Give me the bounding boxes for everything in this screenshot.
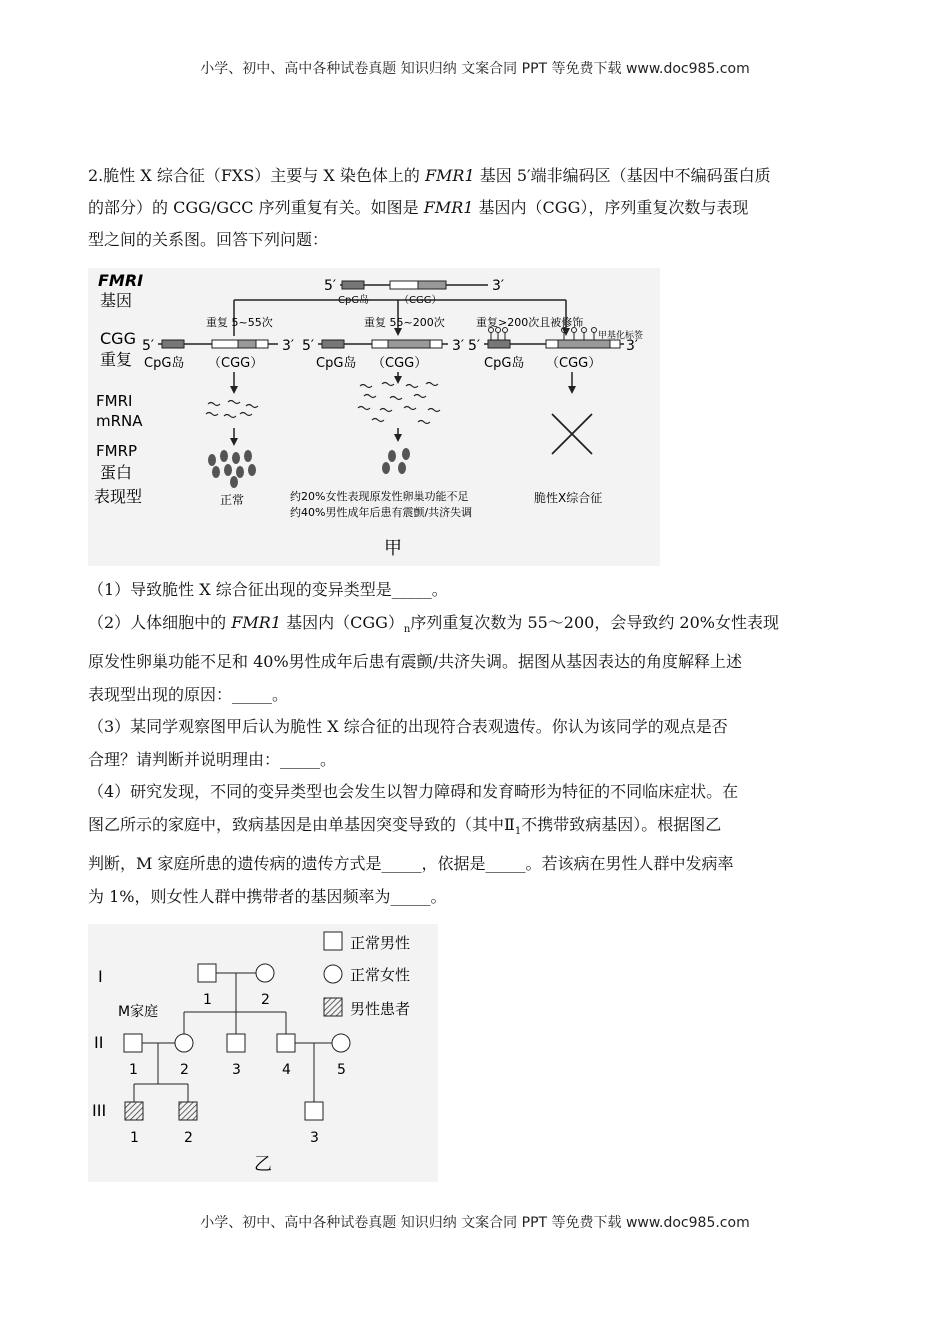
pedigree-diagram	[88, 924, 438, 1182]
legend-female-symbol	[324, 965, 342, 983]
question-1: （1）导致脆性 X 综合征出现的变异类型是_____。	[88, 580, 448, 599]
q4-text: 图乙所示的家庭中，致病基因是由单基因突变导致的（其中Ⅱ	[88, 814, 515, 834]
id-III3: 3	[310, 1130, 319, 1146]
pedigree-II1	[124, 1034, 142, 1052]
figure-caption-yi: 乙	[254, 1154, 272, 1175]
pedigree-III2	[179, 1102, 197, 1120]
methyl-tags	[489, 328, 597, 341]
five-prime: 5′	[142, 338, 155, 354]
three-prime: 3′	[282, 338, 295, 354]
pedigree-II5	[332, 1034, 350, 1052]
question-4-line-4: 为 1%，则女性人群中携带者的基因频率为_____。	[88, 886, 447, 906]
id-II3: 3	[232, 1062, 241, 1078]
question-3-line-2: 合理？请判断并说明理由：_____。	[88, 749, 337, 769]
generation-3-label: III	[92, 1101, 107, 1120]
protein-reduced	[382, 448, 410, 474]
id-II4: 4	[282, 1062, 291, 1078]
cpg-island-box	[162, 340, 184, 348]
cpg-label: CpG岛	[144, 356, 185, 371]
cgg-label: （CGG）	[546, 356, 602, 371]
pedigree-I2	[256, 964, 274, 982]
intro-text: 基因内（CGG），序列重复次数与表现	[473, 198, 749, 217]
phenotype-normal: 正常	[220, 493, 245, 507]
cgg-label: （CGG）	[399, 295, 442, 306]
intro-text: 的部分）的 CGG/GCC 序列重复有关。如图是	[88, 198, 424, 217]
question-4-line-2	[88, 809, 868, 849]
pedigree-II2	[175, 1034, 193, 1052]
row-label-phenotype: 表现型	[94, 487, 143, 506]
intro-text: 基因 5′端非编码区（基因中不编码蛋白质	[474, 166, 771, 185]
row-label-fmr1-b: 基因	[100, 291, 133, 310]
id-II1: 1	[129, 1062, 138, 1078]
q4-subscript: 1	[514, 825, 522, 837]
pedigree-II4	[277, 1034, 295, 1052]
question-4-line-1: （4）研究发现，不同的变异类型也会发生以智力障碍和发育畸形为特征的不同临床症状。在	[88, 782, 739, 802]
figure-yi	[88, 924, 438, 1182]
family-label: M家庭	[118, 1004, 159, 1020]
generation-1-label: I	[98, 967, 103, 986]
three-prime: 3′	[452, 338, 465, 354]
id-I2: 2	[261, 992, 270, 1008]
legend-male-label: 正常男性	[350, 934, 411, 952]
row-label-mrna: FMRI	[96, 392, 133, 410]
protein-normal	[208, 450, 256, 488]
id-I1: 1	[203, 992, 212, 1008]
gene-name: FMR1	[424, 166, 475, 185]
id-II5: 5	[337, 1062, 346, 1078]
phenotype-premutation-female: 约20%女性表现原发性卵巢功能不足	[290, 490, 469, 503]
question-2-line-2: 原发性卵巢功能不足和 40%男性成年后患有震颤/共济失调。据图从基因表达的角度解释上述	[88, 652, 743, 672]
question-2-line-1	[88, 607, 868, 647]
question-3-line-1: （3）某同学观察图甲后认为脆性 X 综合征的出现符合表观遗传。你认为该同学的观点是否	[88, 717, 728, 737]
cpg-label: CpG岛	[484, 356, 525, 371]
id-III2: 2	[184, 1130, 193, 1146]
pedigree-III3	[305, 1102, 323, 1120]
row-label-mrna-b: mRNA	[96, 412, 143, 430]
cgg-label: （CGG）	[208, 356, 264, 371]
no-expression-cross	[552, 414, 592, 454]
generation-2-label: II	[94, 1033, 104, 1052]
methyl-label: 甲基化标签	[598, 331, 644, 341]
intro-text: 2.脆性 X 综合征（FXS）主要与 X 染色体上的	[88, 166, 425, 185]
question-4-line-3: 判断，M 家庭所患的遗传病的遗传方式是_____，依据是_____。若该病在男性人群中发病率	[88, 854, 734, 874]
q2-text: 序列重复次数为 55～200，会导致约 20%女性表现	[410, 612, 779, 632]
cpg-label: CpG岛	[316, 356, 357, 371]
questions	[88, 574, 868, 913]
pedigree-I1	[198, 964, 216, 982]
legend-male-symbol	[324, 932, 342, 950]
gene-name: FMR1	[423, 198, 474, 217]
phenotype-fxs: 脆性X综合征	[534, 491, 603, 505]
question-2-line-3: 表现型出现的原因：_____。	[88, 684, 289, 704]
cgg-label: （CGG）	[372, 356, 428, 371]
row-label-fmrp-b: 蛋白	[100, 463, 133, 482]
mrna-premutation	[358, 383, 440, 424]
row-label-cgg: CGG	[100, 329, 136, 348]
cpg-island-box	[342, 281, 364, 289]
row-label-fmrp: FMRP	[96, 442, 138, 460]
id-III1: 1	[130, 1130, 139, 1146]
pedigree-III1	[125, 1102, 143, 1120]
cpg-label: CpG岛	[338, 295, 370, 306]
cpg-island-box	[322, 340, 344, 348]
figure-caption-jia: 甲	[384, 538, 402, 559]
row-label-fmr1: FMRI	[98, 271, 144, 290]
five-prime: 5′	[324, 278, 337, 294]
figure-jia-diagram	[88, 268, 660, 566]
three-prime: 3′	[626, 338, 639, 354]
q2-text: （2）人体细胞中的	[88, 612, 232, 632]
q2-text: 基因内（CGG）	[281, 612, 404, 632]
repeat-label-full: 重复>200次且被修饰	[476, 316, 584, 329]
question-intro	[88, 160, 868, 256]
mrna-normal	[206, 401, 258, 418]
page-footer: 小学、初中、高中各种试卷真题 知识归纳 文案合同 PPT 等免费下载 www.doc985.com	[200, 1215, 750, 1231]
cpg-island-box	[488, 340, 510, 348]
five-prime: 5′	[468, 338, 481, 354]
legend-female-label: 正常女性	[350, 966, 411, 984]
figure-jia	[88, 268, 660, 566]
page-header: 小学、初中、高中各种试卷真题 知识归纳 文案合同 PPT 等免费下载 www.doc985.com	[200, 61, 750, 77]
gene-name: FMR1	[231, 612, 281, 632]
legend-affected-label: 男性患者	[350, 1000, 411, 1018]
repeat-label-normal: 重复 5~55次	[206, 316, 273, 329]
five-prime: 5′	[302, 338, 315, 354]
legend-affected-symbol	[324, 998, 342, 1016]
q4-text: 不携带致病基因）。根据图乙	[521, 814, 722, 834]
repeat-label-premutation: 重复 55~200次	[364, 316, 445, 329]
pedigree-II3	[227, 1034, 245, 1052]
three-prime: 3′	[492, 278, 505, 294]
phenotype-premutation-male: 约40%男性成年后患有震颤/共济失调	[290, 506, 473, 519]
id-II2: 2	[180, 1062, 189, 1078]
intro-text: 型之间的关系图。回答下列问题：	[88, 230, 329, 249]
row-label-cgg-b: 重复	[100, 350, 133, 369]
q2-subscript: n	[403, 623, 411, 635]
